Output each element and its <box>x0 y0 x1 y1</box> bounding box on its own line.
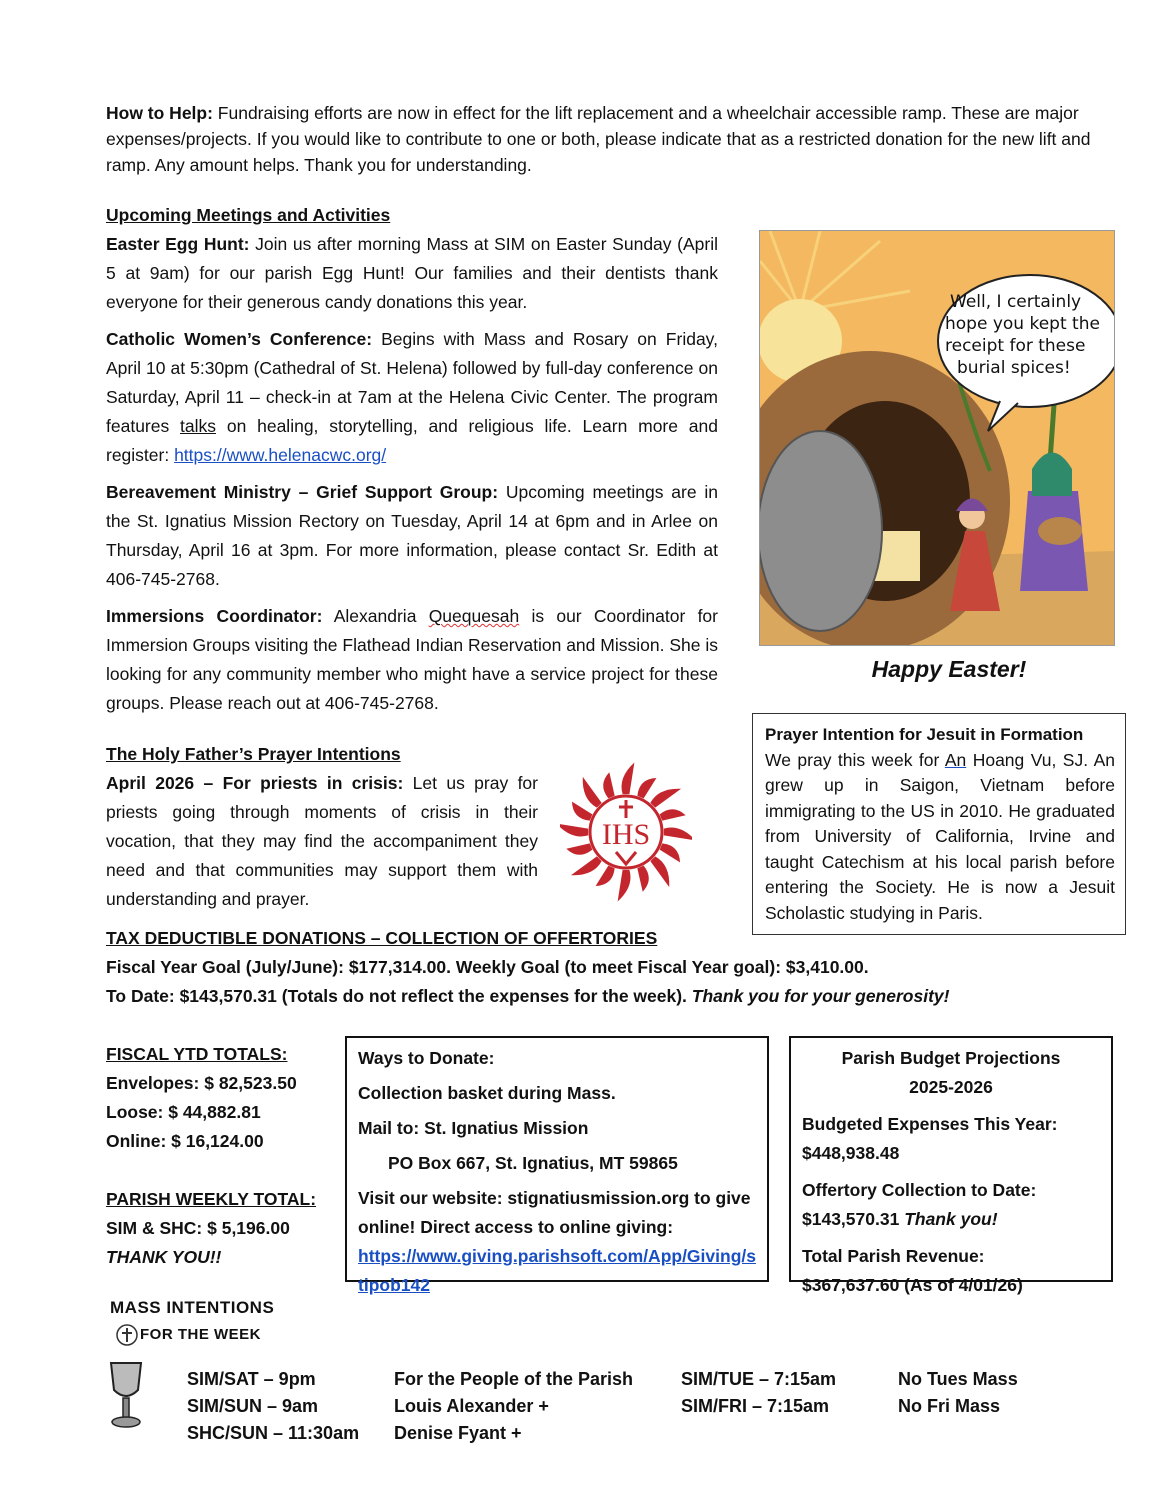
budget-offertory-line <box>802 1205 1100 1234</box>
sun-ray <box>660 809 686 820</box>
empty-tomb-illustration <box>760 231 1114 645</box>
egg-hunt-label: Easter Egg Hunt: <box>106 234 250 254</box>
jesuit-ihs-seal <box>560 760 692 912</box>
sun-ray <box>603 772 614 798</box>
tax-heading: TAX DEDUCTIBLE DONATIONS – COLLECTION OF OFFERTORIES <box>106 928 658 948</box>
immersions-label: Immersions Coordinator: <box>106 606 323 626</box>
budget-projections-box <box>789 1036 1113 1295</box>
online-giving-link[interactable]: https://www.giving.parishsoft.com/App/Giving/stipob142 <box>358 1246 756 1295</box>
speech-line-4: burial spices! <box>957 358 1071 378</box>
mass-time: SIM/SAT – 9pm <box>187 1369 316 1389</box>
mass-intention: No Fri Mass <box>898 1396 1001 1416</box>
tax-to-date: To Date: $143,570.31 (Totals do not reflect the expenses for the week). <box>106 986 692 1006</box>
cross-circle-icon <box>116 1324 138 1351</box>
prayer-intention-text <box>765 748 1115 927</box>
donate-mail: Mail to: St. Ignatius Mission <box>358 1118 589 1138</box>
fiscal-heading: FISCAL YTD TOTALS: <box>106 1044 288 1064</box>
speech-line-1: Well, I certainly <box>950 292 1082 312</box>
easter-cartoon <box>759 230 1115 646</box>
sun-ray <box>571 856 602 875</box>
mass-time: SIM/TUE – 7:15am <box>681 1369 837 1389</box>
donate-website: Visit our website: stignatiusmission.org to give online! Direct access to online giving: <box>358 1188 751 1237</box>
prayer-intention-title: Prayer Intention for Jesuit in Formation <box>765 725 1084 744</box>
womens-conference-paragraph <box>106 325 718 470</box>
weekly-heading: PARISH WEEKLY TOTAL: <box>106 1189 317 1209</box>
sun-ray <box>660 843 680 862</box>
happy-easter-caption: Happy Easter! <box>871 656 1027 682</box>
egg-hunt-paragraph <box>106 230 718 317</box>
sun-ray <box>622 763 635 795</box>
immersions-text-a: Alexandria <box>322 606 429 626</box>
prayer-intention-box <box>752 713 1126 935</box>
mass-times-right <box>681 1366 836 1420</box>
envelopes-total: Envelopes: $ 82,523.50 <box>106 1073 297 1093</box>
meetings-section <box>106 201 718 726</box>
tax-to-date-line <box>106 982 1116 1011</box>
how-to-help-text: Fundraising efforts are now in effect for the lift replacement and a wheelchair accessible ramp. These are major expenses/projects. If you would like to contribute to one or both, please indicate that as a restricted donation for the new lift and ramp. Any amount helps. Thank you for understanding. <box>106 103 1091 175</box>
sun-ray <box>560 824 588 837</box>
how-to-help-label: How to Help: <box>106 103 213 123</box>
mass-time: SIM/SUN – 9am <box>187 1396 319 1416</box>
speech-line-2: hope you kept the <box>945 314 1100 334</box>
mass-intentions-left <box>394 1366 633 1447</box>
sun-ray <box>650 856 669 887</box>
prayer-text-a: We pray this week for <box>765 749 945 770</box>
bereavement-label: Bereavement Ministry – Grief Support Group: <box>106 482 499 502</box>
mass-intentions-subtitle: FOR THE WEEK <box>140 1326 261 1343</box>
immersions-paragraph <box>106 602 718 718</box>
ihs-letters: IHS <box>601 818 651 851</box>
womens-text-a: Begins with Mass and Rosary on Friday, April 10 at 5:30pm (Cathedral of St. Helena) followed by full-day conference on Saturday, April 11 – check-in at 7am at the Helena Civic Center. The program features <box>106 329 718 436</box>
mass-time: SHC/SUN – 11:30am <box>187 1423 360 1443</box>
budget-offertory: $143,570.31 <box>802 1209 905 1229</box>
meetings-heading: Upcoming Meetings and Activities <box>106 205 391 225</box>
budget-revenue: $367,637.60 (As of 4/01/26) <box>802 1275 1023 1295</box>
budget-expenses: $448,938.48 <box>802 1143 900 1163</box>
sun-ray <box>664 828 692 841</box>
holy-father-label: April 2026 – For priests in crisis: <box>106 773 404 793</box>
mass-time: SIM/FRI – 7:15am <box>681 1396 830 1416</box>
bereavement-text: Upcoming meetings are in the St. Ignatius Mission Rectory on Tuesday, April 14 at 6pm and in Arlee on Thursday, April 16 at 3pm. For more information, please contact Sr. Edith at 406-745-2768. <box>106 482 718 589</box>
mass-intention: Denise Fyant + <box>394 1423 522 1443</box>
holy-father-paragraph <box>106 769 538 914</box>
sun-ray <box>572 802 592 821</box>
tax-goal-line: Fiscal Year Goal (July/June): $177,314.00. Weekly Goal (to meet Fiscal Year goal): $3,410.00. <box>106 957 869 977</box>
budget-offertory-thanks: Thank you! <box>904 1209 998 1229</box>
budget-offertory-label: Offertory Collection to Date: <box>802 1180 1037 1200</box>
mass-intentions-right <box>898 1366 1018 1420</box>
talks-word: talks <box>180 416 217 436</box>
donate-basket: Collection basket during Mass. <box>358 1083 616 1103</box>
sun-ray <box>637 778 656 798</box>
holy-father-section <box>106 740 538 914</box>
sun-ray <box>566 843 592 854</box>
speech-line-3: receipt for these <box>945 336 1086 356</box>
egg-hunt-text: Join us after morning Mass at SIM on Easter Sunday (April 5 at 9am) for our parish Egg Hunt! Our families and their dentists thank everyone for their generous candy donations this year. <box>106 234 718 312</box>
how-to-help-paragraph <box>106 100 1116 178</box>
budget-revenue-label: Total Parish Revenue: <box>802 1246 985 1266</box>
sun-ray <box>618 870 631 902</box>
womens-conference-label: Catholic Women’s Conference: <box>106 329 373 349</box>
prayer-name: An <box>944 749 967 770</box>
donate-address: PO Box 667, St. Ignatius, MT 59865 <box>388 1153 678 1173</box>
chalice-icon <box>108 1360 144 1435</box>
thank-you-text: THANK YOU!! <box>106 1247 222 1267</box>
helenacwc-link[interactable]: https://www.helenacwc.org/ <box>174 445 387 465</box>
sun-ray <box>650 789 681 808</box>
bereavement-paragraph <box>106 478 718 594</box>
weekly-total: SIM & SHC: $ 5,196.00 <box>106 1218 290 1238</box>
budget-title-2: 2025-2026 <box>909 1077 993 1097</box>
ways-to-donate-box <box>345 1036 769 1295</box>
loose-total: Loose: $ 44,882.81 <box>106 1102 261 1122</box>
holy-father-heading: The Holy Father’s Prayer Intentions <box>106 744 401 764</box>
donate-title: Ways to Donate: <box>358 1048 495 1068</box>
mass-intentions-title: MASS INTENTIONS <box>110 1298 275 1317</box>
sun-ray <box>596 866 615 886</box>
mass-intention: Louis Alexander + <box>394 1396 549 1416</box>
online-total: Online: $ 16,124.00 <box>106 1131 264 1151</box>
immersions-text-b: is our Coordinator for Immersion Groups visiting the Flathead Indian Reservation and Mission. She is looking for any community member who might have a service project for these groups. Please reach out at 406-745-2768. <box>106 606 718 713</box>
sun-ray <box>637 866 648 892</box>
tax-thanks: Thank you for your generosity! <box>691 986 950 1006</box>
ihs-sunburst-icon <box>560 760 692 912</box>
womens-text-b: on healing, storytelling, and religious life. Learn more and register: <box>106 416 718 465</box>
sun-ray <box>583 777 602 808</box>
mass-intention: For the People of the Parish <box>394 1369 634 1389</box>
tax-section <box>106 924 1116 1011</box>
budget-title-1: Parish Budget Projections <box>841 1048 1061 1068</box>
coordinator-name: Quequesah <box>428 606 520 626</box>
prayer-text-b: Hoang Vu, SJ. An grew up in Saigon, Vietnam before immigrating to the US in 2010. He graduated from University of California, Irvine and taught Catechism at his local parish before entering the Society. He is now a Jesuit Scholastic studying in Paris. <box>765 749 1115 923</box>
fiscal-totals <box>106 1040 336 1272</box>
holy-father-text: Let us pray for priests going through moments of crisis in their vocation, that they may find the accompaniment they need and that communities may support them with understanding and prayer. <box>106 773 538 909</box>
mass-intention: No Tues Mass <box>898 1369 1018 1389</box>
budget-expenses-label: Budgeted Expenses This Year: <box>802 1114 1058 1134</box>
mass-times-left <box>187 1366 359 1447</box>
